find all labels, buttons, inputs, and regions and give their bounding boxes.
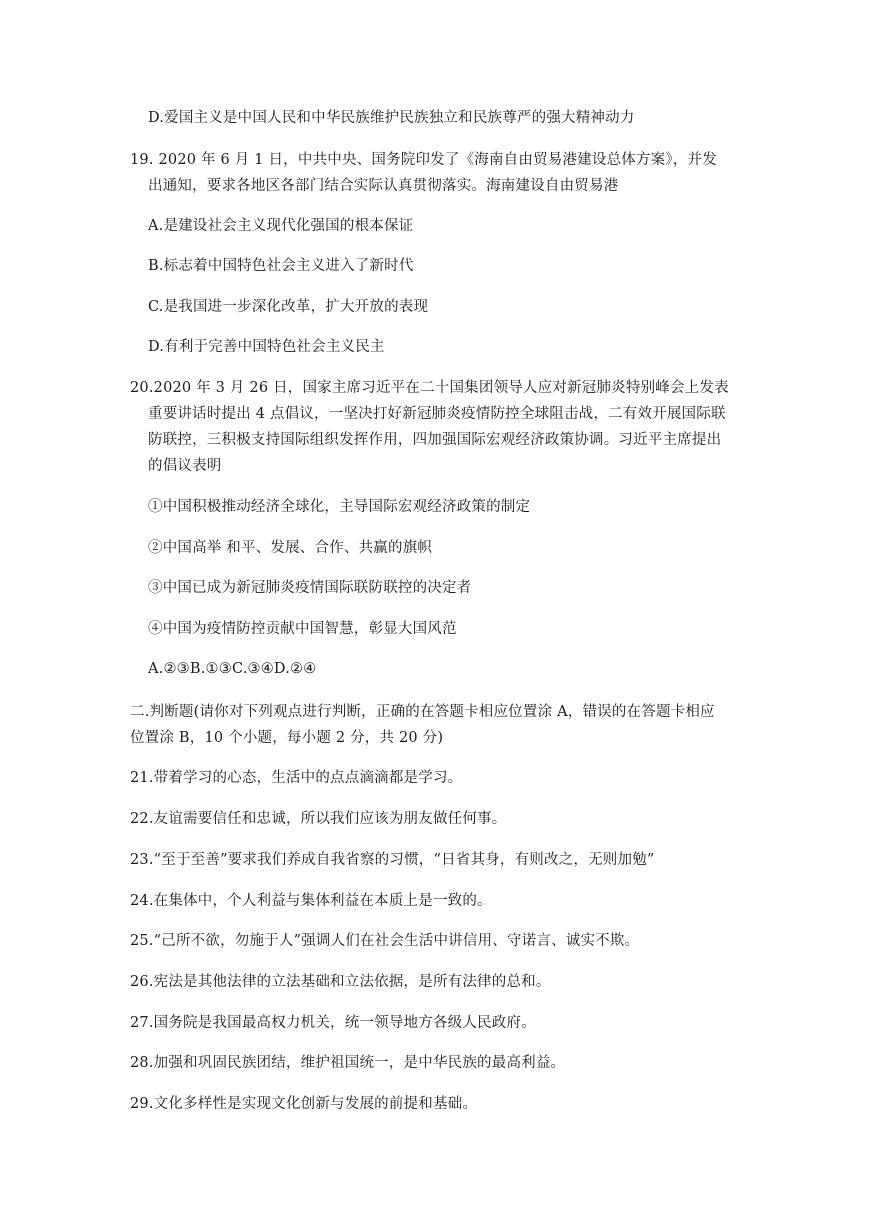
- judgment-24: 24.在集体中，个人利益与集体利益在本质上是一致的。: [130, 893, 492, 909]
- q20-stem-line3: 防联控，三积极支持国际组织发挥作用，四加强国际宏观经济政策协调。习近平主席提出: [148, 432, 722, 448]
- q18-option-d: D.爱国主义是中国人民和中华民族维护民族独立和民族尊严的强大精神动力: [148, 110, 635, 126]
- q19-option-d: D.有利于完善中国特色社会主义民主: [148, 339, 385, 355]
- judgment-23: 23.“至于至善”要求我们养成自我省察的习惯，“日省其身，有则改之，无则加勉”: [130, 852, 655, 868]
- judgment-22: 22.友谊需要信任和忠诚，所以我们应该为朋友做任何事。: [130, 811, 507, 827]
- judgment-21: 21.带着学习的心态，生活中的点点滴滴都是学习。: [130, 770, 463, 786]
- judgment-25: 25.“己所不欲，勿施于人”强调人们在社会生活中讲信用、守诺言、诚实不欺。: [130, 933, 640, 949]
- q20-stem-line4: 的倡议表明: [148, 458, 222, 474]
- judgment-27: 27.国务院是我国最高权力机关，统一领导地方各级人民政府。: [130, 1015, 536, 1031]
- q20-answer-options: A.②③B.①③C.③④D.②④: [148, 661, 317, 677]
- q20-statement-4: ④中国为疫情防控贡献中国智慧，彰显大国风范: [148, 621, 457, 637]
- judgment-26: 26.宪法是其他法律的立法基础和立法依据，是所有法律的总和。: [130, 974, 551, 990]
- q20-stem-line1: 20.2020 年 3 月 26 日，国家主席习近平在二十国集团领导人应对新冠肺炎特别峰会上发表: [130, 380, 729, 396]
- q20-statement-2: ②中国高举 和平、发展、合作、共赢的旗帜: [148, 540, 433, 556]
- q19-stem-line2: 出通知，要求各地区各部门结合实际认真贯彻落实。海南建设自由贸易港: [148, 178, 619, 194]
- q20-statement-1: ①中国积极推动经济全球化，主导国际宏观经济政策的制定: [148, 499, 531, 515]
- q19-option-a: A.是建设社会主义现代化强国的根本保证: [148, 218, 414, 234]
- q19-stem-line1: 19. 2020 年 6 月 1 日，中共中央、国务院印发了《海南自由贸易港建设总体方案》，并发: [130, 152, 717, 168]
- judgment-29: 29.文化多样性是实现文化创新与发展的前提和基础。: [130, 1096, 478, 1112]
- q19-option-c: C.是我国进一步深化改革，扩大开放的表现: [148, 299, 429, 315]
- q20-statement-3: ③中国已成为新冠肺炎疫情国际联防联控的决定者: [148, 580, 472, 596]
- judgment-28: 28.加强和巩固民族团结，维护祖国统一，是中华民族的最高利益。: [130, 1055, 566, 1071]
- section2-header-line2: 位置涂 B，10 个小题，每小题 2 分，共 20 分): [130, 730, 444, 746]
- q20-stem-line2: 重要讲话时提出 4 点倡议，一坚决打好新冠肺炎疫情防控全球阻击战，二有效开展国际联: [148, 406, 726, 422]
- q19-option-b: B.标志着中国特色社会主义进入了新时代: [148, 258, 414, 274]
- section2-header-line1: 二.判断题(请你对下列观点进行判断，正确的在答题卡相应位置涂 A，错误的在答题卡相应: [130, 704, 715, 720]
